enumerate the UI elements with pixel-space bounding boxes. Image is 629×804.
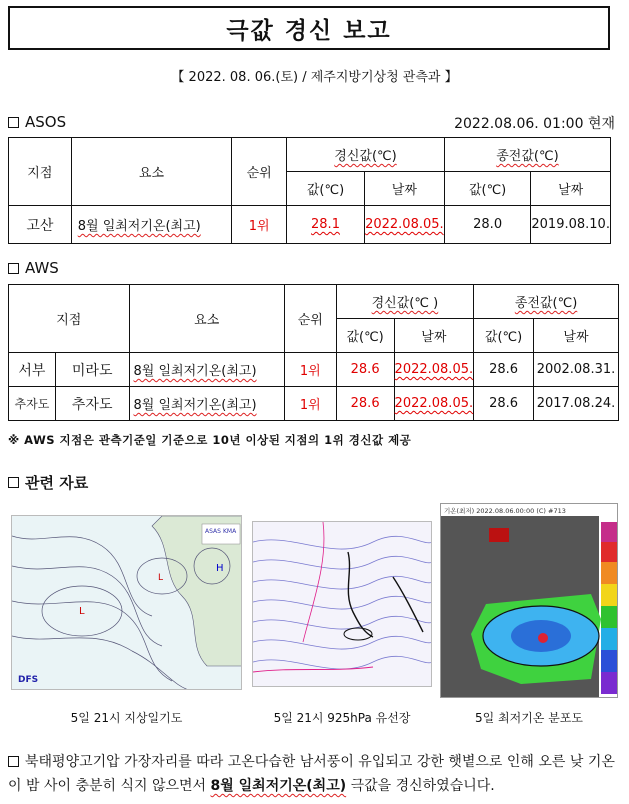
- aws-rank: 1위: [284, 353, 336, 387]
- aws-new-date: 2022.08.05.: [394, 387, 474, 421]
- aws-new-value: 28.6: [336, 387, 394, 421]
- asos-heading: [8, 113, 66, 131]
- surface-weather-map: [11, 515, 242, 690]
- svg-text:L: L: [158, 573, 164, 583]
- aws-new-date: 2022.08.05.: [394, 353, 474, 387]
- dfs-label: DFS: [18, 675, 39, 685]
- aws-heading-label: AWS: [25, 259, 59, 277]
- summary-paragraph: [8, 750, 616, 798]
- checkbox-square-icon: [8, 117, 19, 128]
- aws-header-prev-date: 날짜: [533, 319, 618, 353]
- asos-heading-label: ASOS: [25, 113, 67, 131]
- aws-prev-date: 2002.08.31.: [533, 353, 618, 387]
- asos-header-station: 지점: [9, 138, 72, 206]
- aws-header-prev: 종전값(℃): [474, 285, 619, 319]
- aws-note: ※ AWS 지점은 관측기준일 기준으로 10년 이상된 지점의 1위 경신값 제공: [8, 433, 412, 447]
- streamline-chart: [252, 521, 432, 687]
- summary-text-1: 북태평양고기압 가장자리를 따라 고온다습한 남서풍이 유입되고 강한 햇볕으로 인해 오른 낮 기온이 밤 사이 충분히 식지 않으면서: [8, 754, 615, 794]
- aws-prev-value: 28.6: [474, 387, 534, 421]
- asos-prev-date: 2019.08.10.: [531, 206, 611, 244]
- related-heading-label: 관련 자료: [25, 474, 89, 492]
- table-row: [9, 206, 611, 244]
- summary-text-2: 극값을 경신하였습니다.: [346, 778, 495, 794]
- temp-map-graphic: [441, 504, 618, 698]
- min-temp-distribution-map: [440, 503, 618, 698]
- svg-text:KMA: KMA: [223, 528, 237, 535]
- asos-rank: 1위: [232, 206, 287, 244]
- aws-header-station: 지점: [9, 285, 130, 353]
- page-title: 극값 경신 보고: [8, 6, 610, 50]
- aws-station: 미라도: [55, 353, 129, 387]
- weather-map-graphic: [12, 516, 242, 690]
- asos-header-element: 요소: [71, 138, 231, 206]
- caption-min-temp: 5일 최저기온 분포도: [474, 711, 583, 725]
- svg-text:H: H: [216, 563, 224, 574]
- asos-station: 고산: [9, 206, 72, 244]
- aws-header-element: 요소: [129, 285, 284, 353]
- table-row: [9, 387, 619, 421]
- streamline-graphic: [253, 522, 432, 687]
- asos-element: 8월 일최저기온(최고): [71, 206, 231, 244]
- aws-region: 추자도: [9, 387, 56, 421]
- asos-header-new-date: 날짜: [364, 172, 444, 206]
- aws-element: 8월 일최저기온(최고): [129, 387, 284, 421]
- aws-header-prev-value: 값(℃): [474, 319, 534, 353]
- aws-heading: [8, 259, 59, 277]
- asos-table: [8, 137, 611, 244]
- min-temp-map-title: 기온(최저) 2022.08.06.00:00 (C) #713: [444, 507, 566, 515]
- aws-header-new: 경신값(℃ ): [336, 285, 473, 319]
- asos-new-value: 28.1: [287, 206, 365, 244]
- asos-prev-value: 28.0: [444, 206, 531, 244]
- asos-header-new-value: 값(℃): [287, 172, 365, 206]
- svg-text:L: L: [79, 606, 85, 617]
- aws-rank: 1위: [284, 387, 336, 421]
- asos-header-new: 경신값(℃): [287, 138, 445, 172]
- caption-streamline: 5일 21시 925hPa 유선장: [273, 711, 411, 725]
- asos-header-prev-date: 날짜: [531, 172, 611, 206]
- caption-surface-map: 5일 21시 지상일기도: [70, 711, 183, 725]
- checkbox-square-icon: [8, 756, 19, 767]
- asos-header-rank: 순위: [232, 138, 287, 206]
- aws-element: 8월 일최저기온(최고): [129, 353, 284, 387]
- aws-table: [8, 284, 619, 421]
- checkbox-square-icon: [8, 263, 19, 274]
- asos-new-date: 2022.08.05.: [364, 206, 444, 244]
- aws-header-new-date: 날짜: [394, 319, 474, 353]
- aws-new-value: 28.6: [336, 353, 394, 387]
- aws-station: 추자도: [55, 387, 129, 421]
- summary-bold: 8월 일최저기온(최고): [210, 778, 347, 794]
- table-row: [9, 353, 619, 387]
- report-subtitle: 【 2022. 08. 06.(토) / 제주지방기상청 관측과 】: [171, 70, 458, 85]
- related-heading: [8, 472, 88, 493]
- checkbox-square-icon: [8, 477, 19, 488]
- asos-datetime: 2022.08.06. 01:00 현재: [454, 116, 615, 132]
- aws-header-rank: 순위: [284, 285, 336, 353]
- aws-prev-value: 28.6: [474, 353, 534, 387]
- aws-header-new-value: 값(℃): [336, 319, 394, 353]
- asos-header-prev-value: 값(℃): [444, 172, 531, 206]
- aws-prev-date: 2017.08.24.: [533, 387, 618, 421]
- aws-region: 서부: [9, 353, 56, 387]
- asos-header-prev: 종전값(℃): [444, 138, 610, 172]
- svg-text:ASAS: ASAS: [205, 528, 221, 535]
